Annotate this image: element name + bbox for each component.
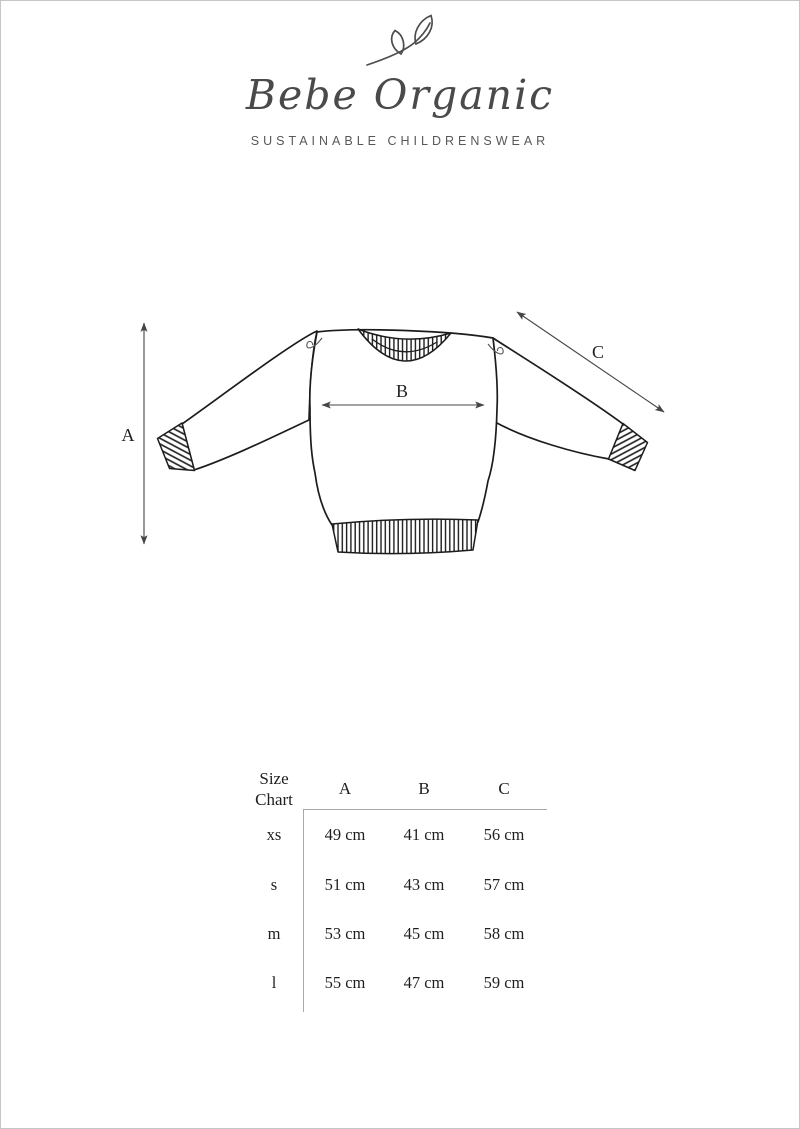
brand-name: Bebe Organic: [245, 71, 555, 119]
table-row: [231, 875, 533, 895]
table-row: [231, 973, 533, 993]
table-header-row: [231, 768, 533, 810]
value-a: 55 cm: [324, 973, 366, 992]
value-b: 43 cm: [403, 875, 445, 894]
table-row: [231, 924, 533, 944]
size-chart-table: [231, 756, 571, 1026]
value-c: 57 cm: [483, 875, 525, 894]
brand-tagline: SUSTAINABLE CHILDRENSWEAR: [250, 134, 550, 148]
column-header-c: C: [498, 779, 510, 798]
size-label: xs: [266, 825, 282, 844]
table-title: [231, 768, 317, 810]
value-b: 41 cm: [403, 825, 445, 844]
value-c: 58 cm: [483, 924, 525, 943]
label-a: A: [121, 425, 135, 445]
label-c: C: [591, 342, 605, 362]
size-label: l: [271, 973, 277, 992]
table-row: [231, 825, 533, 845]
table-title-line2: Chart: [255, 790, 293, 809]
label-b: B: [395, 381, 409, 401]
value-b: 45 cm: [403, 924, 445, 943]
column-header-a: A: [338, 779, 352, 798]
sweater-illustration: [158, 329, 648, 554]
column-header-b: B: [418, 779, 430, 798]
value-a: 53 cm: [324, 924, 366, 943]
value-c: 56 cm: [483, 825, 525, 844]
value-a: 49 cm: [324, 825, 366, 844]
size-label: s: [270, 875, 278, 894]
value-a: 51 cm: [324, 875, 366, 894]
size-label: m: [267, 924, 281, 943]
table-title-line1: Size: [259, 769, 289, 788]
value-c: 59 cm: [483, 973, 525, 992]
value-b: 47 cm: [403, 973, 445, 992]
sweater-hem-band: [332, 519, 478, 554]
sweater-left-sleeve: [182, 331, 317, 470]
leaf-branch-icon: [367, 16, 432, 66]
